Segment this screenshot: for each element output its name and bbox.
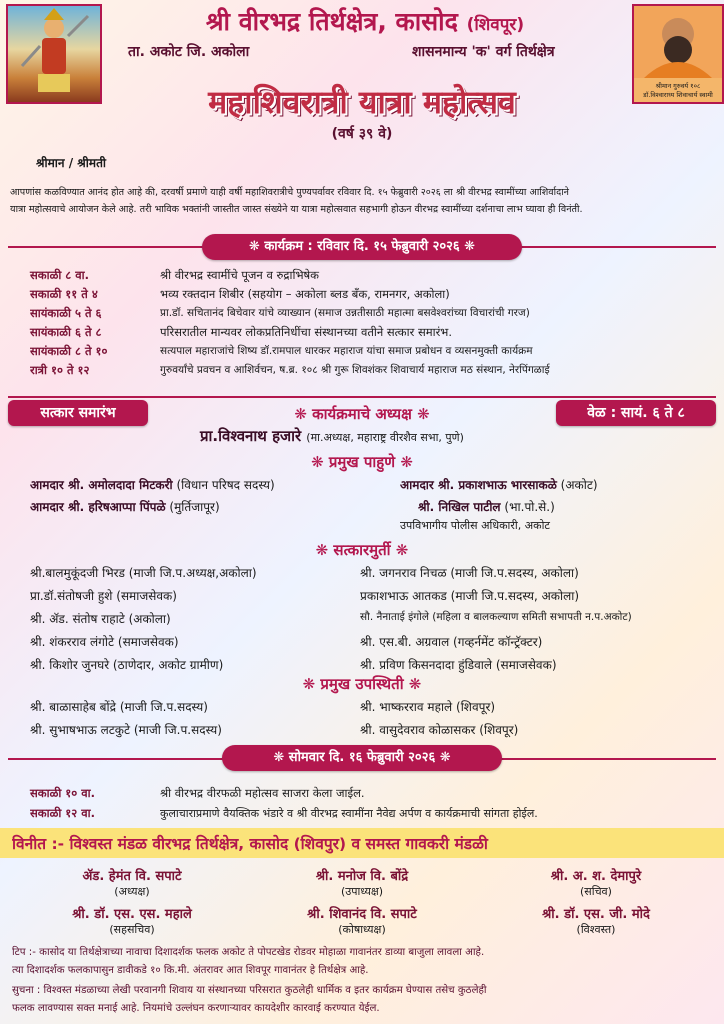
signatory-role: (विश्वस्त) [576,923,616,936]
program-time: सायंकाळी ८ ते १० [30,344,108,358]
signatory [496,904,696,937]
honoree-item: प्रा.डॉ.संतोषजी हुशे (समाजसेवक) [30,589,177,603]
presence-heading: ❋ प्रमुख उपस्थिती ❋ [302,675,422,693]
program-desc: गुरुवर्यांचे प्रवचन व आशिर्वचन, ष.ब्र. १०८ श्री गुरू शिवशंकर शिवाचार्य महाराज मठ संस्थान, नेरपिंगळाई [160,364,550,376]
title-main: श्री वीरभद्र तिर्थक्षेत्र, कासोद [205,7,458,36]
guest-name: आमदार श्री. हरिषआप्पा पिंपळे [30,500,166,514]
note-line: सुचना : विश्वस्त मंडळाच्या लेखी परवानगी शिवाय या संस्थानच्या परिसरात कुठलेही धार्मिक व इतर कार्यक्रम घेण्यास तसेच कुठलेही [12,985,487,996]
program-time: सकाळी ११ ते ४ [30,287,98,301]
day1-heading: ❋ कार्यक्रम : रविवार दि. १५ फेब्रुवारी २०२६ ❋ [202,234,522,260]
event-title: महाशिवरात्री यात्रा महोत्सव [208,83,516,121]
program-time: सकाळी १० वा. [30,786,96,800]
guru-portrait-icon [634,6,722,78]
deity-photo [6,4,102,104]
intro-line-1: आपणांस कळविण्यात आनंद होत आहे की, दरवर्षी प्रमाणे याही वर्षी महाशिवरात्रीचे पुण्यपर्वावर रविवार दि. १५ फेब्रुवारी २०२६ ला श्री वीरभद्र स्वामींच्या आशिर्वादाने [10,187,570,198]
honoree-item: श्री. किशोर जुनघरे (ठाणेदार, अकोट ग्रामीण) [30,658,224,672]
president-line [200,426,620,446]
honoree-item: श्री. जगनराव निचळ (माजी जि.प.सदस्य, अकोला) [360,566,579,580]
program-time: सायंकाळी ६ ते ८ [30,325,102,339]
guest-role: (मुर्तिजापूर) [169,500,220,514]
vinit-text: विनीत :- विश्वस्त मंडळ वीरभद्र तिर्थक्षेत्र, कासोद (शिवपुर) व समस्त गावकरी मंडळी [12,835,488,853]
intro-line-2: यात्रा महोत्सवाचे आयोजन केले आहे. तरी भाविक भक्तांनी जास्तीत जास्त संख्येने या यात्रा महोत्सवात सहभागी होऊन वीरभद्र स्वामींच्या दर्शनाचा लाभ घ्यावा ही विनंती. [10,204,583,215]
honoree-item: प्रकाशभाऊ आतकड (माजी जि.प.सदस्य, अकोला) [360,589,580,603]
program-time: सकाळी ८ वा. [30,268,90,282]
guest-name: आमदार श्री. प्रकाशभाऊ भारसाकळे [400,478,557,492]
felicitation-time: वेळ : सायं. ६ ते ८ [556,400,716,426]
program-desc: प्रा.डॉ. सचितानंद बिचेवार यांचे व्याख्यान (समाज उन्नतीसाठी महात्मा बसवेश्वरांच्या विचारांची गरज) [160,307,530,319]
guest-name: श्री. निखिल पाटील [418,500,501,514]
salutation: श्रीमान / श्रीमती [36,156,107,170]
guest-extra: उपविभागीय पोलीस अधिकारी, अकोट [400,519,550,532]
signatory-role: (अध्यक्ष) [114,885,150,898]
program-desc: भव्य रक्तदान शिबीर (सहयोग – अकोला ब्लड बँक, रामनगर, अकोला) [160,287,450,301]
presence-item: श्री. सुभाषभाऊ लटकुटे (माजी जि.प.सदस्य) [30,723,222,737]
guest-4 [418,498,555,515]
signatory-name: ॲड. हेमंत वि. सपाटे [82,869,182,884]
note-line: फलक लावण्यास सक्त मनाई आहे. नियमांचे उल्लंघन करणाऱ्यावर कायदेशीर कारवाई करण्यात येईल. [12,1003,380,1014]
signatory-role: (कोषाध्यक्ष) [338,923,386,936]
honoree-item: श्री. शंकरराव लंगोटे (समाजसेवक) [30,635,179,649]
honoree-item: श्री.बालमुकूंदजी भिरड (माजी जि.प.अध्यक्ष,अकोला) [30,566,257,580]
program-desc: श्री वीरभद्र वीरफळी महोत्सव साजरा केला जाईल. [160,786,365,800]
signatory-role: (उपाध्यक्ष) [340,885,384,898]
program-desc: परिसरातील मान्यवर लोकप्रतिनिधींचा संस्थानच्या वतीने सत्कार समारंभ. [160,325,453,339]
guest-role: (विधान परिषद सदस्य) [176,478,275,492]
signatory [262,904,462,937]
program-desc: कुलाचाराप्रमाणे वैयक्तिक भंडारे व श्री वीरभद्र स्वामींना नैवेद्य अर्पण व कार्यक्रमाची सांगता होईल. [160,807,538,820]
guest-name: आमदार श्री. अमोलदादा मिटकरी [30,478,173,492]
president-heading: ❋ कार्यक्रमाचे अध्यक्ष ❋ [294,405,430,423]
day2-heading: ❋ सोमवार दि. १६ फेब्रुवारी २०२६ ❋ [222,745,502,771]
signatory [262,866,462,899]
guru-caption-2: डॉ.विश्वाराध्य शिवाचार्य स्वामी [643,91,713,99]
presence-item: श्री. वासुदेवराव कोळासकर (शिवपूर) [360,723,519,737]
signatory-name: श्री. डॉ. एस. एस. महाले [72,907,192,922]
presence-item: श्री. भाष्करराव महाले (शिवपूर) [360,700,496,714]
signatory [496,866,696,899]
guest-role: (अकोट) [560,478,598,492]
guest-3 [30,498,220,515]
guru-photo [632,4,724,104]
presence-item: श्री. बाळासाहेब बोंद्रे (माजी जि.प.सदस्य) [30,700,208,714]
program-time: रात्री १० ते १२ [30,363,90,377]
signatory [32,904,232,937]
president-role: (मा.अध्यक्ष, महाराष्ट्र वीरशैव सभा, पुणे) [306,431,464,444]
program-row [30,287,710,303]
honoree-item: श्री. प्रविण किसनदादा हुंडिवाले (समाजसेवक) [360,658,557,672]
honoree-item: श्री. एस.बी. अग्रवाल (गव्हर्नमेंट कॉन्ट्रॅक्टर) [360,635,543,649]
signatory-name: श्री. डॉ. एस. जी. मोदे [542,907,650,922]
title-suffix: (शिवपूर) [466,15,525,35]
note-line: त्या दिशादर्शक फलकापासुन डावीकडे १० कि.मी. अंतरावर आत शिवपूर गावानंतर हे तिर्थक्षेत्र आहे. [12,965,369,976]
signatory-role: (सचिव) [580,885,612,898]
president-name: प्रा.विश्वनाथ हजारे [200,427,302,445]
note-line: टिप :- कासोद या तिर्थक्षेत्राच्या नावाचा दिशादर्शक फलक अकोट ते पोपटखेड रोडवर मोहाळा गावानंतर डाव्या बाजुला लावला आहे. [12,947,485,958]
guest-1 [30,476,275,493]
felicitation-label: सत्कार समारंभ [8,400,148,426]
program-desc: श्री वीरभद्र स्वामींचे पूजन व रुद्राभिषेक [160,268,320,282]
program-row [30,268,710,284]
honoree-item: श्री. ॲड. संतोष राहाटे (अकोला) [30,612,171,626]
program-desc: सत्यपाल महाराजांचे शिष्य डॉ.रामपाल धारकर महाराज यांचा समाज प्रबोधन व व्यसनमुक्ती कार्यक्रम [160,345,533,357]
program-row [30,786,710,802]
guest-2 [400,476,598,493]
program-row [30,363,710,379]
divider [8,396,716,398]
signatory-name: श्री. अ. श. देमापुरे [550,869,642,884]
program-row [30,344,710,360]
signatory [32,866,232,899]
location-text: ता. अकोट जि. अकोला [128,44,250,60]
signatory-name: श्री. मनोज वि. बोंद्रे [315,869,409,884]
year-text: (वर्ष ३९ वे) [331,126,393,142]
program-time: सकाळी १२ वा. [30,806,96,820]
honoree-item: सौ. नैनाताई इंगोले (महिला व बालकल्याण समिती सभापती न.प.अकोट) [360,611,632,623]
signatory-role: (सहसचिव) [109,923,155,936]
page-title [100,4,630,38]
signatory-name: श्री. शिवानंद वि. सपाटे [307,907,417,922]
deity-figure-icon [8,6,100,102]
program-time: सायंकाळी ५ ते ६ [30,306,102,320]
honorees-heading: ❋ सत्कारमुर्ती ❋ [315,541,409,559]
guru-caption-1: श्रीमान गुरुवर्य १०८ [655,82,701,90]
program-row [30,325,710,341]
classification-text: शासनमान्य 'क' वर्ग तिर्थक्षेत्र [412,44,555,60]
guests-heading: ❋ प्रमुख पाहुणे ❋ [311,453,413,471]
program-row [30,306,710,322]
program-row [30,806,710,822]
guest-role: (भा.पो.से.) [504,500,555,514]
